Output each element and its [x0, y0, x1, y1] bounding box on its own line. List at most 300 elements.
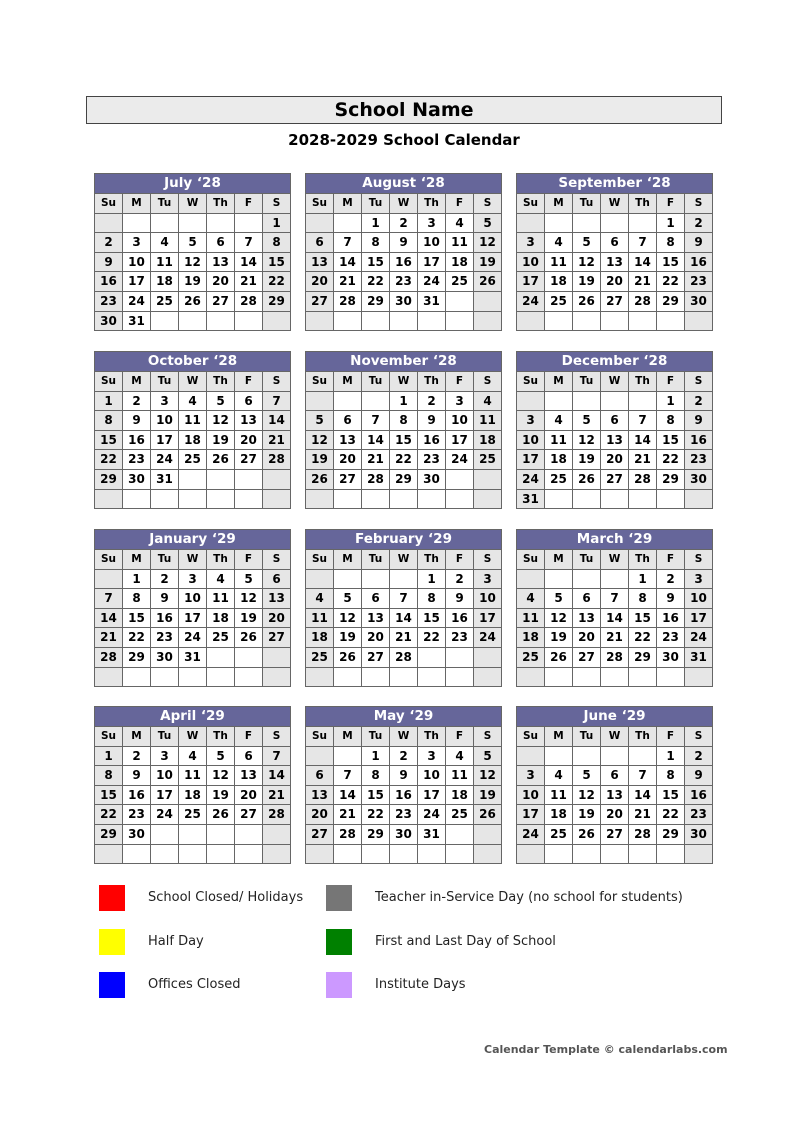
day-cell: [629, 391, 657, 411]
weekday-label: Th: [207, 726, 235, 746]
month-block: [516, 706, 713, 864]
day-cell: 30: [123, 824, 151, 844]
day-cell: 11: [179, 410, 207, 430]
weekday-label: M: [123, 371, 151, 391]
day-cell: 5: [573, 410, 601, 430]
day-cell: 1: [629, 569, 657, 589]
weekday-label: M: [123, 549, 151, 569]
day-cell: [545, 569, 573, 589]
month-block: [305, 351, 502, 509]
day-cell: 7: [362, 410, 390, 430]
day-cell: 4: [306, 588, 334, 608]
day-cell: 18: [545, 271, 573, 291]
day-cell: 24: [418, 271, 446, 291]
day-cell: 15: [123, 608, 151, 628]
day-cell: [685, 311, 712, 331]
day-cell: 15: [629, 608, 657, 628]
day-cell: [334, 844, 362, 864]
day-cell: [629, 844, 657, 864]
day-cell: 18: [446, 252, 474, 272]
day-cell: 31: [123, 311, 151, 331]
day-cell: [235, 213, 263, 233]
week-row: [517, 430, 712, 450]
day-cell: 20: [601, 271, 629, 291]
week-row: [95, 765, 290, 785]
day-cell: 27: [601, 291, 629, 311]
weekday-label: F: [446, 726, 474, 746]
day-cell: 14: [95, 608, 123, 628]
weekday-label: Th: [418, 193, 446, 213]
day-cell: 31: [418, 824, 446, 844]
day-cell: 19: [306, 449, 334, 469]
day-cell: 16: [390, 785, 418, 805]
day-cell: 18: [207, 608, 235, 628]
weekday-label: Su: [306, 193, 334, 213]
day-cell: [657, 667, 685, 687]
day-cell: 29: [263, 291, 290, 311]
week-row: [306, 844, 501, 864]
day-cell: 15: [95, 430, 123, 450]
day-cell: 22: [263, 271, 290, 291]
day-cell: [685, 844, 712, 864]
weekday-label: Th: [629, 726, 657, 746]
day-cell: [235, 311, 263, 331]
weekday-label: S: [474, 726, 501, 746]
day-cell: 31: [685, 647, 712, 667]
day-cell: 9: [123, 410, 151, 430]
day-cell: 4: [179, 746, 207, 766]
day-cell: 25: [179, 804, 207, 824]
weekday-label: F: [446, 549, 474, 569]
day-cell: [179, 824, 207, 844]
day-cell: 6: [306, 232, 334, 252]
day-cell: [263, 469, 290, 489]
day-cell: [334, 311, 362, 331]
weekday-header-row: [517, 193, 712, 213]
day-cell: [306, 569, 334, 589]
day-cell: 26: [474, 271, 501, 291]
day-cell: 30: [418, 469, 446, 489]
day-cell: [235, 824, 263, 844]
day-cell: 24: [179, 627, 207, 647]
week-row: [517, 765, 712, 785]
day-cell: 15: [362, 785, 390, 805]
day-cell: 12: [573, 430, 601, 450]
day-cell: 7: [334, 232, 362, 252]
day-cell: [446, 844, 474, 864]
day-cell: [474, 489, 501, 509]
day-cell: 14: [362, 430, 390, 450]
day-cell: [446, 469, 474, 489]
day-cell: 8: [362, 765, 390, 785]
day-cell: 28: [235, 291, 263, 311]
day-cell: 8: [123, 588, 151, 608]
day-cell: [123, 489, 151, 509]
school-name: School Name: [86, 96, 722, 124]
day-cell: 19: [573, 804, 601, 824]
day-cell: 15: [263, 252, 290, 272]
calendar-subtitle: 2028-2029 School Calendar: [288, 131, 520, 149]
weekday-label: Tu: [573, 726, 601, 746]
day-cell: [263, 311, 290, 331]
day-cell: [306, 746, 334, 766]
day-cell: 22: [657, 271, 685, 291]
day-cell: 25: [446, 271, 474, 291]
day-cell: 5: [474, 746, 501, 766]
week-row: [306, 449, 501, 469]
weekday-header-row: [306, 726, 501, 746]
day-cell: 27: [235, 804, 263, 824]
day-cell: 23: [95, 291, 123, 311]
day-cell: 8: [362, 232, 390, 252]
day-cell: 1: [95, 391, 123, 411]
weekday-label: M: [545, 549, 573, 569]
day-cell: 2: [390, 746, 418, 766]
day-cell: 18: [179, 785, 207, 805]
week-row: [517, 291, 712, 311]
day-cell: 3: [517, 410, 545, 430]
day-cell: 23: [446, 627, 474, 647]
day-cell: 1: [362, 746, 390, 766]
legend-swatch: [326, 885, 352, 911]
day-cell: 19: [573, 449, 601, 469]
day-cell: 22: [390, 449, 418, 469]
day-cell: 3: [418, 746, 446, 766]
day-cell: 18: [151, 271, 179, 291]
day-cell: [362, 844, 390, 864]
day-cell: 20: [306, 804, 334, 824]
day-cell: 10: [151, 765, 179, 785]
legend-swatch: [99, 972, 125, 998]
week-row: [306, 608, 501, 628]
month-block: [94, 173, 291, 331]
day-cell: 23: [151, 627, 179, 647]
day-cell: 26: [306, 469, 334, 489]
day-cell: 2: [685, 746, 712, 766]
day-cell: 10: [151, 410, 179, 430]
weekday-label: W: [390, 549, 418, 569]
day-cell: 19: [207, 430, 235, 450]
day-cell: [306, 213, 334, 233]
day-cell: [601, 391, 629, 411]
day-cell: 27: [207, 291, 235, 311]
day-cell: 20: [601, 449, 629, 469]
week-row: [517, 785, 712, 805]
day-cell: 28: [601, 647, 629, 667]
weekday-label: S: [263, 371, 290, 391]
day-cell: 11: [179, 765, 207, 785]
day-cell: [123, 213, 151, 233]
weekday-label: Su: [517, 726, 545, 746]
day-cell: 6: [235, 391, 263, 411]
day-cell: 16: [685, 785, 712, 805]
day-cell: 10: [474, 588, 501, 608]
weekday-label: M: [334, 193, 362, 213]
day-cell: 12: [573, 785, 601, 805]
weekday-label: S: [685, 371, 712, 391]
day-cell: [334, 391, 362, 411]
day-cell: [474, 844, 501, 864]
day-cell: [601, 311, 629, 331]
day-cell: 15: [95, 785, 123, 805]
day-cell: 30: [685, 291, 712, 311]
week-row: [95, 213, 290, 233]
day-cell: [474, 291, 501, 311]
day-cell: [151, 844, 179, 864]
day-cell: 13: [601, 785, 629, 805]
week-row: [306, 785, 501, 805]
day-cell: 12: [235, 588, 263, 608]
day-cell: 21: [95, 627, 123, 647]
day-cell: 21: [601, 627, 629, 647]
weekday-header-row: [306, 371, 501, 391]
weekday-label: S: [263, 549, 290, 569]
month-title: February ‘29: [306, 530, 501, 549]
day-cell: 12: [179, 252, 207, 272]
week-row: [517, 469, 712, 489]
day-cell: [446, 824, 474, 844]
day-cell: [446, 291, 474, 311]
weekday-label: F: [235, 371, 263, 391]
day-cell: [179, 844, 207, 864]
day-cell: 3: [179, 569, 207, 589]
week-row: [517, 213, 712, 233]
month-block: [305, 706, 502, 864]
day-cell: 8: [95, 765, 123, 785]
day-cell: [179, 311, 207, 331]
day-cell: 25: [545, 824, 573, 844]
week-row: [95, 311, 290, 331]
day-cell: 10: [418, 765, 446, 785]
weekday-label: M: [334, 549, 362, 569]
weekday-label: Tu: [362, 549, 390, 569]
weekday-label: M: [334, 371, 362, 391]
day-cell: [235, 647, 263, 667]
weekday-label: F: [657, 549, 685, 569]
day-cell: 24: [446, 449, 474, 469]
weekday-label: S: [474, 549, 501, 569]
day-cell: 9: [95, 252, 123, 272]
week-row: [95, 647, 290, 667]
day-cell: [474, 667, 501, 687]
week-row: [306, 804, 501, 824]
day-cell: 24: [474, 627, 501, 647]
day-cell: 31: [151, 469, 179, 489]
day-cell: 16: [151, 608, 179, 628]
day-cell: 19: [207, 785, 235, 805]
day-cell: 7: [235, 232, 263, 252]
day-cell: 20: [573, 627, 601, 647]
week-row: [517, 232, 712, 252]
day-cell: 5: [306, 410, 334, 430]
weekday-label: W: [179, 726, 207, 746]
weekday-label: W: [179, 371, 207, 391]
day-cell: [545, 489, 573, 509]
day-cell: [95, 569, 123, 589]
day-cell: [601, 489, 629, 509]
day-cell: 5: [573, 232, 601, 252]
month-title: July ‘28: [95, 174, 290, 193]
day-cell: 25: [179, 449, 207, 469]
day-cell: 4: [207, 569, 235, 589]
day-cell: [517, 746, 545, 766]
weekday-label: Tu: [573, 549, 601, 569]
day-cell: 8: [263, 232, 290, 252]
day-cell: 7: [263, 746, 290, 766]
day-cell: 16: [123, 785, 151, 805]
day-cell: 13: [235, 410, 263, 430]
weekday-label: Su: [517, 549, 545, 569]
day-cell: 3: [474, 569, 501, 589]
weekday-label: Su: [517, 371, 545, 391]
month-block: [94, 706, 291, 864]
day-cell: 16: [446, 608, 474, 628]
day-cell: 17: [151, 785, 179, 805]
day-cell: [573, 213, 601, 233]
day-cell: 2: [390, 213, 418, 233]
month-title: December ‘28: [517, 352, 712, 371]
day-cell: 25: [306, 647, 334, 667]
day-cell: 9: [123, 765, 151, 785]
day-cell: 21: [263, 430, 290, 450]
day-cell: 11: [151, 252, 179, 272]
day-cell: [306, 311, 334, 331]
day-cell: [306, 667, 334, 687]
day-cell: 9: [446, 588, 474, 608]
week-row: [95, 469, 290, 489]
day-cell: 2: [123, 746, 151, 766]
day-cell: 12: [545, 608, 573, 628]
day-cell: 11: [474, 410, 501, 430]
legend-swatch: [326, 929, 352, 955]
day-cell: 29: [390, 469, 418, 489]
day-cell: 17: [517, 804, 545, 824]
day-cell: [207, 667, 235, 687]
day-cell: 13: [362, 608, 390, 628]
day-cell: 26: [207, 449, 235, 469]
weekday-label: Th: [207, 549, 235, 569]
day-cell: 24: [517, 824, 545, 844]
day-cell: 23: [390, 804, 418, 824]
day-cell: 30: [95, 311, 123, 331]
day-cell: 28: [629, 469, 657, 489]
day-cell: 6: [334, 410, 362, 430]
week-row: [306, 271, 501, 291]
day-cell: 26: [235, 627, 263, 647]
day-cell: [235, 489, 263, 509]
day-cell: [306, 844, 334, 864]
day-cell: 10: [446, 410, 474, 430]
day-cell: 29: [362, 291, 390, 311]
day-cell: 19: [474, 785, 501, 805]
weekday-header-row: [95, 371, 290, 391]
day-cell: 25: [545, 291, 573, 311]
day-cell: 30: [390, 291, 418, 311]
day-cell: [334, 667, 362, 687]
day-cell: [685, 667, 712, 687]
day-cell: [657, 844, 685, 864]
day-cell: [207, 213, 235, 233]
day-cell: [263, 844, 290, 864]
day-cell: [390, 569, 418, 589]
day-cell: [474, 647, 501, 667]
day-cell: [657, 311, 685, 331]
month-block: [305, 173, 502, 331]
day-cell: 13: [573, 608, 601, 628]
day-cell: [517, 311, 545, 331]
weekday-header-row: [517, 726, 712, 746]
day-cell: 15: [390, 430, 418, 450]
day-cell: 23: [685, 804, 712, 824]
day-cell: [207, 647, 235, 667]
weekday-label: Tu: [362, 193, 390, 213]
week-row: [95, 824, 290, 844]
day-cell: [629, 213, 657, 233]
month-block: [516, 351, 713, 509]
day-cell: [334, 489, 362, 509]
weekday-label: M: [545, 371, 573, 391]
week-row: [517, 489, 712, 509]
day-cell: 11: [306, 608, 334, 628]
day-cell: 25: [545, 469, 573, 489]
day-cell: 25: [446, 804, 474, 824]
day-cell: [601, 667, 629, 687]
weekday-label: S: [685, 193, 712, 213]
day-cell: 12: [207, 410, 235, 430]
week-row: [517, 647, 712, 667]
day-cell: 4: [446, 746, 474, 766]
day-cell: 3: [151, 391, 179, 411]
day-cell: 7: [95, 588, 123, 608]
day-cell: 5: [545, 588, 573, 608]
day-cell: 11: [207, 588, 235, 608]
day-cell: 14: [334, 785, 362, 805]
day-cell: 16: [418, 430, 446, 450]
weekday-label: Th: [629, 193, 657, 213]
day-cell: 22: [418, 627, 446, 647]
day-cell: [545, 311, 573, 331]
day-cell: 6: [573, 588, 601, 608]
day-cell: [179, 489, 207, 509]
day-cell: 23: [123, 804, 151, 824]
day-cell: 17: [446, 430, 474, 450]
day-cell: [123, 667, 151, 687]
day-cell: 29: [95, 469, 123, 489]
day-cell: 18: [517, 627, 545, 647]
day-cell: [263, 489, 290, 509]
week-row: [95, 627, 290, 647]
day-cell: 23: [123, 449, 151, 469]
day-cell: 28: [629, 291, 657, 311]
weekday-header-row: [517, 549, 712, 569]
legend-label: Offices Closed: [148, 977, 241, 992]
weekday-header-row: [306, 549, 501, 569]
legend-label: Teacher in-Service Day (no school for students): [375, 890, 683, 905]
weekday-label: W: [390, 726, 418, 746]
day-cell: 8: [657, 765, 685, 785]
day-cell: 27: [601, 469, 629, 489]
day-cell: 21: [629, 449, 657, 469]
day-cell: [263, 824, 290, 844]
day-cell: 1: [418, 569, 446, 589]
weekday-label: F: [235, 193, 263, 213]
day-cell: [517, 667, 545, 687]
day-cell: 21: [334, 271, 362, 291]
day-cell: [517, 213, 545, 233]
day-cell: 4: [545, 765, 573, 785]
weekday-label: W: [601, 726, 629, 746]
week-row: [517, 824, 712, 844]
